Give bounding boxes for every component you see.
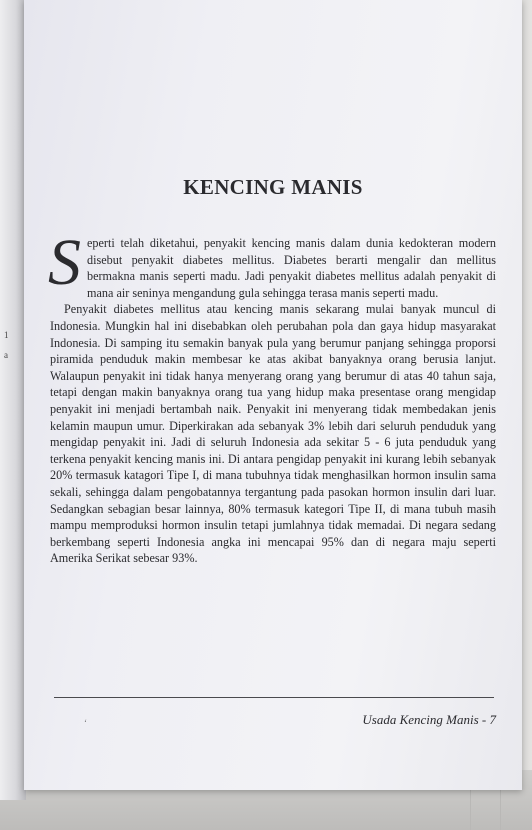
paragraph-2: Penyakit diabetes mellitus atau kencing manis sekarang mulai banyak muncul di Indonesia. Mungkin hal ini disebabkan oleh perubahan pola dan gaya hidup masyarakat Indonesia. Di samping itu semakin banyak pula yang berumur panjang sehingga proporsi piramida penduduk makin membesar ke atas akibat banyaknya orang berusia lanjut. Walaupun penyakit ini tidak hanya menyerang orang yang berumur di atas 40 tahun saja, tetapi dengan makin banyaknya orang tua yang hidup maka presentase orang mengidap penyakit ini menjadi bertambah naik. Penyakit ini menyerang tidak membedakan jenis kelamin maupun umur. Diperkirakan ada sebanyak 3% lebih dari seluruh penduduk yang mengidap penyakit ini. Jadi di seluruh Indonesia ada sekitar 5 - 6 juta penduduk yang terkena penyakit kencing manis ini. Di antara pengidap penyakit ini kurang lebih sebanyak 20% termasuk katagori Tipe I, di mana tubuhnya tidak menghasilkan hormon insulin sama sekali, sehingga dalam pengobatannya tergantung pada pasokan hormon insulin dari luar. Sedangkan sebagian besar lainnya, 80% termasuk kategori Tipe II, di mana tubuh masih mampu memproduksi hormon insulin tetapi jumlahnya tidak memadai. Di negara sedang berkembang seperti Indonesia angka ini mencapai 95% dan di negara maju seperti Amerika Serikat sebesar 93%. [50,302,496,566]
drop-cap: S [48,226,81,299]
footer-rule [54,697,494,698]
paragraph-1 [48,226,496,301]
edge-char: 1 [4,330,9,340]
footer-mark: ‘ [84,718,87,728]
previous-page-edge [0,0,26,800]
running-footer: Usada Kencing Manis - 7 [362,712,496,727]
floor-tile-line [470,790,471,830]
book-page [24,0,522,790]
edge-char: a [4,350,8,360]
chapter-title: KENCING MANIS [183,175,363,199]
floor-tile-line [500,790,501,830]
paragraph-1-text: eperti telah diketahui, penyakit kencing manis dalam dunia kedokteran modern disebut penyakit diabetes mellitus. Diabetes berarti mengalir dan mellitus bermakna manis seperti madu. Jadi penyakit diabetes mellitus adalah penyakit di mana air seninya mengandung gula sehingga terasa manis seperti madu. [87,236,496,300]
body-text [48,226,496,567]
